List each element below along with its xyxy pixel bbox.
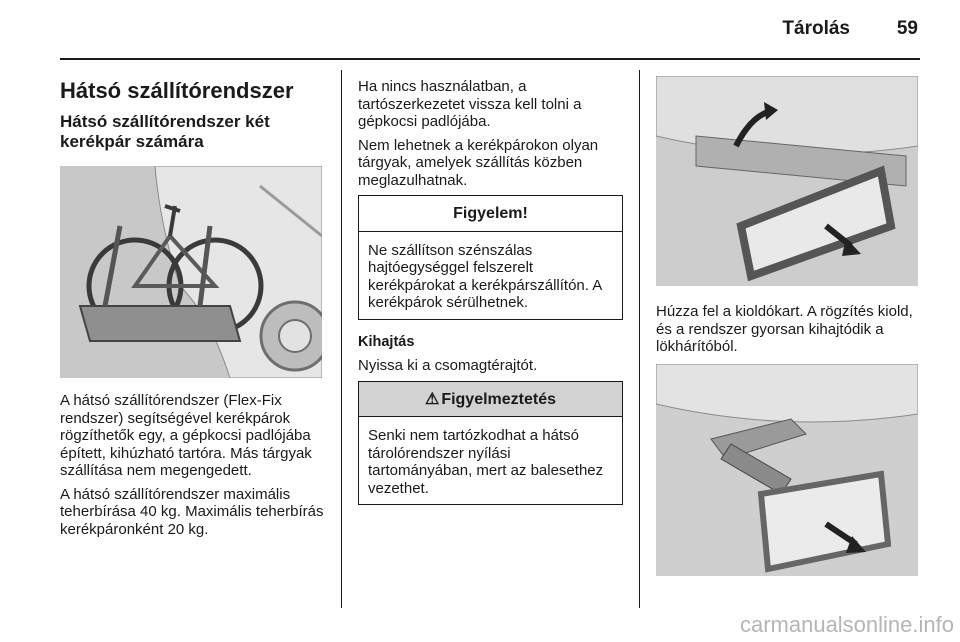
deploy-carrier-drawing xyxy=(656,364,918,576)
paragraph: Nem lehetnek a kerékpárokon olyan tárgyak, amelyek szállítás közben meglazulhatnak. xyxy=(358,136,599,189)
notice-body xyxy=(359,232,622,319)
subheading: Hátsó szállítórendszer két kerékpár számára xyxy=(60,112,270,151)
release-lever-illustration xyxy=(656,76,918,286)
column-divider-left xyxy=(341,70,342,608)
warning-body xyxy=(359,417,622,504)
right-column-text xyxy=(656,303,918,362)
paragraph: A hátsó szállítórendszer (Flex-Fix rendszer) segítségével kerékpárok rögzíthetők egy, a gépkocsi padlójába épített, kihúzható tartóra. Más tárgyak szállítása nem megengedett. xyxy=(60,392,312,479)
caption: Húzza fel a kioldókart. A rögzítés kiold, és a rendszer gyorsan kihajtódik a lökhárítóból. xyxy=(656,303,913,355)
notice-box xyxy=(358,195,623,320)
warning-text: Senki nem tartózkodhat a hátsó tárolórendszer nyílási tartományában, mert az balesethez vezethet. xyxy=(368,427,604,497)
watermark: carmanualsonline.info xyxy=(739,612,954,637)
page-heading: Hátsó szállítórendszer xyxy=(60,78,294,103)
header-rule xyxy=(60,58,920,60)
left-column-top xyxy=(60,78,325,152)
release-lever-drawing xyxy=(656,76,918,286)
section-subhead: Kihajtás xyxy=(358,333,415,350)
warning-header xyxy=(359,382,622,418)
deploy-carrier-illustration xyxy=(656,364,918,576)
warning-triangle-icon: ⚠ xyxy=(424,390,440,408)
bike-carrier-illustration xyxy=(60,166,322,378)
paragraph: Ha nincs használatban, a tartószerkezetet vissza kell tolni a gépkocsi padlójába. xyxy=(358,78,582,130)
paragraph: Nyissa ki a csomagtérajtót. xyxy=(358,357,538,374)
bike-carrier-drawing xyxy=(60,166,322,378)
section-title: Tárolás xyxy=(782,18,850,39)
page-number: 59 xyxy=(896,18,918,39)
paragraph: A hátsó szállítórendszer maximális teherbírása 40 kg. Maximális teherbírás kerékpáronként 20 kg. xyxy=(60,485,324,538)
warning-title: Figyelmeztetés xyxy=(441,390,557,408)
warning-box xyxy=(358,381,623,506)
notice-text: Ne szállítson szénszálas hajtóegységgel felszerelt kerékpárokat a kerékpárszállítón. A kerékpárok sérülhetnek. xyxy=(368,241,602,311)
notice-title: Figyelem! xyxy=(359,196,622,232)
middle-column xyxy=(358,78,623,519)
left-column-text xyxy=(60,392,330,544)
column-divider-right xyxy=(639,70,640,608)
